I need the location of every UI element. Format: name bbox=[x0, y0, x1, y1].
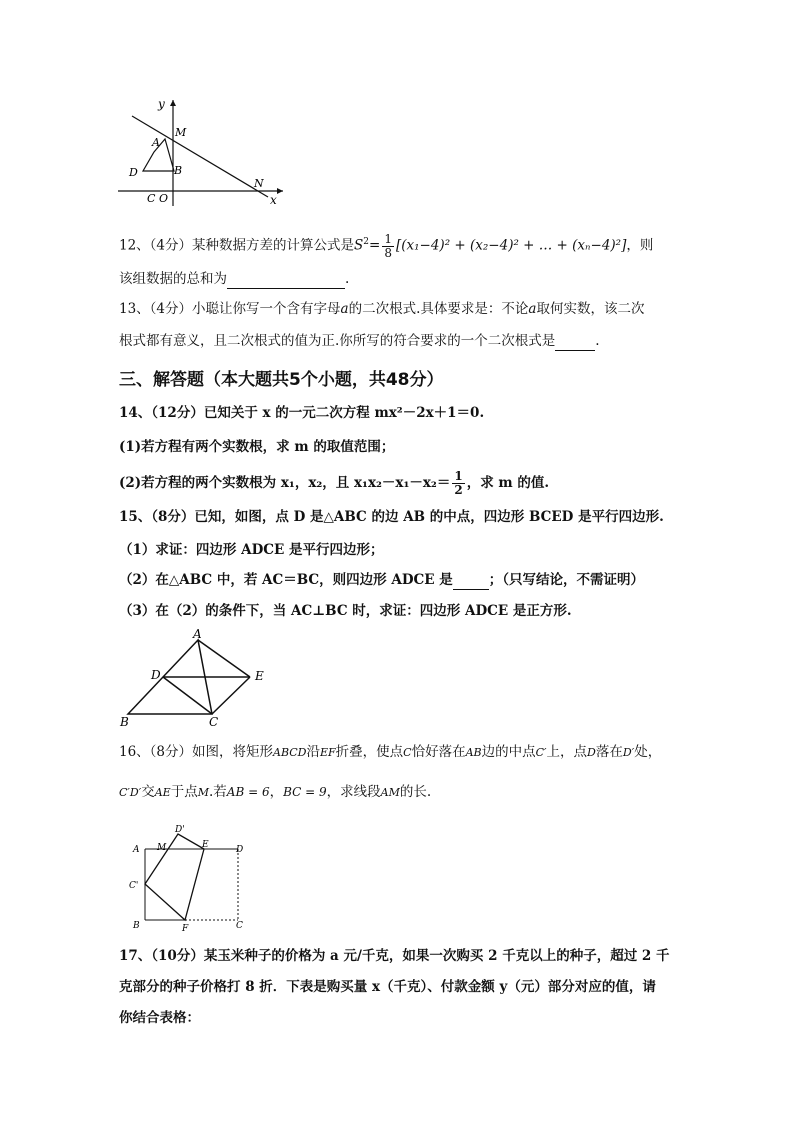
q16-t4: EF bbox=[320, 746, 336, 759]
q16-u8: ， bbox=[269, 784, 284, 800]
axis-y-label: y bbox=[158, 97, 165, 111]
q16-t10: C′ bbox=[535, 746, 547, 759]
q15-line-1: 15、（8分）已知，如图，点 D 是△ABC 的边 AB 的中点，四边形 BCED 是平行四边形. bbox=[119, 509, 664, 525]
point-N-label: N bbox=[254, 177, 264, 190]
q16-u5: M bbox=[197, 786, 209, 799]
q13-line-1 bbox=[119, 299, 644, 319]
fig2-B-label: B bbox=[120, 715, 129, 729]
fig2-E-label: E bbox=[255, 669, 264, 683]
q12-sq: 2 bbox=[363, 237, 370, 247]
q16-u2: 交 bbox=[141, 784, 155, 800]
section-3-heading: 三、解答题（本大题共5个小题，共48分） bbox=[119, 370, 444, 390]
q16-u6: .若 bbox=[208, 784, 227, 800]
q15-part-2-text: （2）在△ABC 中，若 AC＝BC，则四边形 ADCE 是 bbox=[119, 572, 453, 588]
q16-line-1 bbox=[119, 742, 661, 763]
q16-t12: D bbox=[587, 746, 596, 759]
folding-rectangle-figure bbox=[128, 820, 258, 932]
q15-part-1: （1）求证：四边形 ADCE 是平行四边形； bbox=[119, 542, 384, 558]
point-O-label: O bbox=[159, 192, 169, 205]
fig3-M-label: M bbox=[157, 843, 167, 853]
point-M-label: M bbox=[175, 126, 187, 139]
q13-answer-blank[interactable] bbox=[555, 334, 595, 351]
q12-fraction bbox=[382, 233, 394, 260]
q16-t9: 边的中点 bbox=[481, 744, 536, 760]
fig2-D-label: D bbox=[151, 668, 161, 682]
q16-u1: C′D′ bbox=[119, 786, 142, 799]
q14-frac-den: 2 bbox=[454, 483, 463, 497]
q16-u12: 的长. bbox=[399, 784, 432, 800]
fig3-Cp-label: C' bbox=[129, 881, 139, 891]
q16-t15: 处， bbox=[634, 744, 662, 760]
fig3-C-label: C bbox=[236, 921, 243, 931]
fig3-A-label: A bbox=[133, 845, 140, 855]
q14-part-2-text: (2)若方程的两个实数根为 x₁，x₂，且 x₁x₂－x₁－x₂＝ bbox=[119, 475, 451, 491]
q16-t11: 上，点 bbox=[546, 744, 588, 760]
q13-line2: 根式都有意义，且二次根式的值为正.你所写的符合要求的一个二次根式是 bbox=[119, 333, 556, 349]
q16-t7: 恰好落在 bbox=[411, 744, 466, 760]
q13-var-a1: a bbox=[340, 301, 349, 317]
fig3-Dp-label: D' bbox=[175, 825, 185, 835]
q14-line-1: 14、（12分）已知关于 x 的一元二次方程 mx²－2x＋1＝0. bbox=[119, 405, 485, 421]
point-B-label: B bbox=[174, 164, 183, 177]
q17-line-2: 克部分的种子价格打 8 折．下表是购买量 x（千克）、付款金额 y（元）部分对应的值，请 bbox=[119, 979, 656, 995]
q13-text-a: 13、（4分）小聪让你写一个含有字母 bbox=[119, 301, 341, 317]
q16-t2: ABCD bbox=[273, 746, 307, 759]
q12-eq: = bbox=[369, 237, 381, 254]
q12-frac-num: 1 bbox=[384, 231, 392, 246]
q12-formula: [(x₁−4)² + (x₂−4)² + … + (xₙ−4)²] bbox=[395, 237, 627, 254]
q14-part-2 bbox=[119, 470, 549, 497]
q16-t13: 落在 bbox=[595, 744, 623, 760]
point-C-label: C bbox=[147, 192, 156, 205]
q12-frac-den: 8 bbox=[384, 245, 392, 260]
point-A-label: A bbox=[152, 136, 160, 149]
q16-line-2 bbox=[119, 782, 431, 803]
q15-part-2 bbox=[119, 570, 644, 590]
q12-line2: 该组数据的总和为 bbox=[119, 271, 227, 287]
q16-t3: 沿 bbox=[306, 744, 320, 760]
point-D-label: D bbox=[129, 166, 138, 179]
q14-fraction bbox=[452, 470, 464, 497]
q13-end: . bbox=[595, 333, 600, 349]
q12-answer-blank[interactable] bbox=[227, 272, 345, 289]
q16-t1: 16、（8分）如图，将矩形 bbox=[119, 744, 274, 760]
q12-S: S bbox=[354, 237, 364, 254]
fig3-F-label: F bbox=[182, 924, 189, 932]
q16-t5: 折叠，使点 bbox=[335, 744, 404, 760]
q12-suffix: ，则 bbox=[626, 237, 654, 254]
q16-u4: 于点 bbox=[170, 784, 198, 800]
q16-t14: D′ bbox=[622, 746, 635, 759]
axis-x-label: x bbox=[270, 193, 277, 207]
coordinate-figure bbox=[118, 96, 288, 208]
fig3-B-label: B bbox=[133, 921, 140, 931]
q16-u9: BC = 9 bbox=[283, 785, 327, 799]
q12-line-1 bbox=[119, 232, 653, 260]
q16-u3: AE bbox=[154, 786, 171, 799]
q14-frac-num: 1 bbox=[454, 469, 463, 483]
q16-u11: AM bbox=[380, 786, 400, 799]
fig2-A-label: A bbox=[193, 628, 202, 641]
q13-line-2 bbox=[119, 331, 600, 351]
fig2-C-label: C bbox=[209, 715, 219, 729]
q17-line-3: 你结合表格： bbox=[119, 1010, 200, 1026]
q17-line-1: 17、（10分）某玉米种子的价格为 a 元/千克，如果一次购买 2 千克以上的种子，超过 2 千 bbox=[119, 948, 670, 964]
q16-t8: AB bbox=[465, 746, 482, 759]
q12-end: . bbox=[345, 271, 350, 287]
q16-t6: C bbox=[403, 746, 412, 759]
q15-part-2-end: ；（只写结论，不需证明） bbox=[488, 572, 645, 588]
q12-prefix: 12、（4分）某种数据方差的计算公式是 bbox=[119, 237, 355, 254]
q13-var-a2: a bbox=[528, 301, 537, 317]
q15-part-3: （3）在（2）的条件下，当 AC⊥BC 时，求证：四边形 ADCE 是正方形. bbox=[119, 603, 572, 619]
q12-line-2 bbox=[119, 269, 349, 289]
q16-u7: AB = 6 bbox=[226, 785, 270, 799]
q15-answer-blank[interactable] bbox=[453, 573, 489, 590]
fig3-D-label: D bbox=[236, 845, 244, 855]
q13-text-b: 的二次根式.具体要求是：不论 bbox=[348, 301, 529, 317]
fig3-E-label: E bbox=[202, 840, 209, 850]
parallelogram-figure bbox=[116, 628, 276, 730]
q16-u10: ，求线段 bbox=[326, 784, 381, 800]
q13-text-c: 取何实数，该二次 bbox=[536, 301, 645, 317]
q14-part-1: (1)若方程有两个实数根，求 m 的取值范围； bbox=[119, 439, 395, 455]
q14-part-2-end: ，求 m 的值. bbox=[466, 475, 550, 491]
